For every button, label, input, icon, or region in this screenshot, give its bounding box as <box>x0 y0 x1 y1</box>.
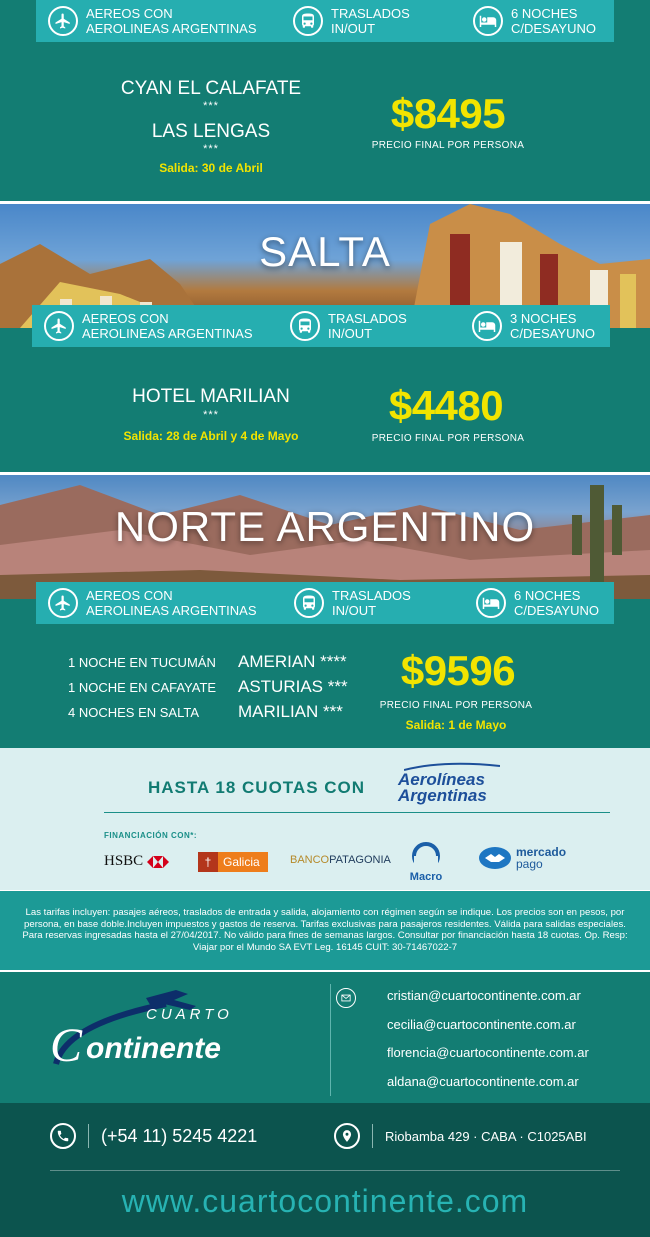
salta-stars: *** <box>203 409 219 421</box>
feature-nights <box>472 305 595 347</box>
aerolineas-logo <box>398 762 500 804</box>
norte-row-hotel: MARILIAN *** <box>238 702 343 721</box>
cuotas-title: HASTA 18 CUOTAS CON <box>148 778 366 797</box>
mp-line2: pago <box>516 857 543 871</box>
salta-features-bar <box>32 305 610 347</box>
norte-row-nights: 1 NOCHE EN CAFAYATE <box>68 680 217 695</box>
galicia-logo <box>198 852 268 872</box>
hsbc-text: HSBC <box>104 853 144 869</box>
feature-transfers-label: TRASLADOS IN/OUT <box>332 588 411 618</box>
mercadopago-logo <box>478 846 566 870</box>
email-link[interactable]: aldana@cuartocontinente.com.ar <box>387 1074 579 1089</box>
feature-transfers <box>293 0 410 42</box>
norte-row-nights: 4 NOCHES EN SALTA <box>68 705 199 720</box>
email-link[interactable]: cristian@cuartocontinente.com.ar <box>387 988 581 1003</box>
phone-separator <box>88 1124 89 1148</box>
bus-icon <box>293 6 323 36</box>
norte-row-hotel: AMERIAN **** <box>238 652 347 671</box>
contact-section <box>0 974 650 1103</box>
location-pin-icon <box>334 1123 360 1149</box>
bed-icon <box>472 311 502 341</box>
norte-hero-image <box>0 475 650 599</box>
bed-icon <box>473 6 503 36</box>
plane-icon <box>48 588 78 618</box>
feature-flights <box>48 582 257 624</box>
norte-title: NORTE ARGENTINO <box>114 503 536 550</box>
calafate-price-note: PRECIO FINAL POR PERSONA <box>371 140 525 151</box>
bus-icon <box>290 311 320 341</box>
norte-features-bar <box>36 582 614 624</box>
feature-nights <box>473 0 596 42</box>
patagonia-text-a: BANCO <box>290 854 330 866</box>
feature-flights <box>48 0 257 42</box>
calafate-features-bar <box>36 0 614 42</box>
envelope-icon <box>336 988 356 1008</box>
feature-flights <box>44 305 253 347</box>
norte-itinerary-row <box>68 677 348 697</box>
feature-nights-label: 6 NOCHES C/DESAYUNO <box>511 6 596 36</box>
aerolineas-line2: Argentinas <box>398 786 487 805</box>
plane-icon <box>48 6 78 36</box>
norte-row-hotel: ASTURIAS *** <box>238 677 348 696</box>
galicia-text: Galicia <box>223 855 260 869</box>
footer-divider <box>50 1170 620 1171</box>
legal-disclaimer: Las tarifas incluyen: pasajes aéreos, traslados de entrada y salida, alojamiento con régimen según se indique. Los precios son en pesos, por persona, en base doble.Incluyen impuestos y gastos de reserva. Tarifas exclusivas para pasajeros residentes. Válida para salidas especiales. Para reservas ingresadas hasta el 27/04/2017. No válido para fines de semanas largos. Consultar por financiación hasta 18 cuotas. Op. Resp: Viajar por el Mundo SA EVT Leg. 16145 CUIT: 30-71467022-7 <box>0 890 650 972</box>
macro-emblem-icon <box>406 842 446 868</box>
bus-icon <box>294 588 324 618</box>
norte-itinerary-row <box>68 702 343 722</box>
brand-c-letter: C <box>50 1019 83 1072</box>
phone-icon <box>50 1123 76 1149</box>
brand-cuarto: CUARTO <box>146 1006 233 1023</box>
feature-transfers <box>290 305 407 347</box>
norte-price: $9596 <box>400 647 516 694</box>
hsbc-hexagon-icon <box>147 856 169 868</box>
feature-nights-label: 6 NOCHES C/DESAYUNO <box>514 588 599 618</box>
feature-nights <box>476 582 599 624</box>
salta-band <box>0 328 650 473</box>
footer <box>0 1103 650 1237</box>
handshake-icon <box>478 846 512 870</box>
address-block <box>334 1123 587 1149</box>
website-link[interactable]: www.cuartocontinente.com <box>121 1183 529 1219</box>
norte-itinerary-row <box>68 652 347 672</box>
calafate-hotel-2: LAS LENGAS <box>151 121 271 142</box>
norte-departure: Salida: 1 de Mayo <box>405 718 507 732</box>
salta-hotel: HOTEL MARILIAN <box>132 386 290 407</box>
mercadopago-text <box>516 846 566 870</box>
email-link[interactable]: cecilia@cuartocontinente.com.ar <box>387 1017 576 1032</box>
phone-number[interactable]: (+54 11) 5245 4221 <box>101 1125 258 1146</box>
financing-label: FINANCIACIÓN CON*: <box>104 831 197 840</box>
calafate-stars-2: *** <box>203 143 219 155</box>
feature-flights-label: AEREOS CON AEROLINEAS ARGENTINAS <box>86 6 257 36</box>
salta-price: $4480 <box>388 382 504 429</box>
contact-divider <box>330 984 331 1096</box>
cuotas-divider <box>104 812 610 813</box>
hsbc-logo <box>104 853 169 870</box>
patagonia-text-b: PATAGONIA <box>329 854 391 866</box>
galicia-emblem-icon: † <box>198 852 218 872</box>
feature-nights-label: 3 NOCHES C/DESAYUNO <box>510 311 595 341</box>
calafate-hotel-1: CYAN EL CALAFATE <box>120 78 302 99</box>
calafate-departure: Salida: 30 de Abril <box>159 161 263 175</box>
aerolineas-line1: Aerolíneas <box>398 770 485 789</box>
salta-price-note: PRECIO FINAL POR PERSONA <box>371 433 525 444</box>
address-separator <box>372 1124 373 1148</box>
norte-row-nights: 1 NOCHE EN TUCUMÁN <box>68 655 216 670</box>
feature-transfers-label: TRASLADOS IN/OUT <box>331 6 410 36</box>
phone-block <box>50 1123 257 1149</box>
plane-icon <box>44 311 74 341</box>
mp-line1: mercado <box>516 845 567 859</box>
macro-text: Macro <box>409 871 443 883</box>
address-text: Riobamba 429 · CABA · C1025ABI <box>385 1128 587 1144</box>
brand-logo <box>46 984 276 1084</box>
feature-transfers-label: TRASLADOS IN/OUT <box>328 311 407 341</box>
salta-title: SALTA <box>259 228 391 275</box>
feature-flights-label: AEREOS CON AEROLINEAS ARGENTINAS <box>86 588 257 618</box>
feature-transfers <box>294 582 411 624</box>
bed-icon <box>476 588 506 618</box>
brand-continente: ontinente <box>86 1032 221 1065</box>
calafate-stars-1: *** <box>203 100 219 112</box>
financing-panel <box>0 748 650 890</box>
salta-departure: Salida: 28 de Abril y 4 de Mayo <box>123 429 299 443</box>
patagonia-logo <box>290 854 391 866</box>
email-link[interactable]: florencia@cuartocontinente.com.ar <box>387 1045 589 1060</box>
calafate-price: $8495 <box>390 90 506 137</box>
feature-flights-label: AEREOS CON AEROLINEAS ARGENTINAS <box>82 311 253 341</box>
macro-logo <box>404 842 448 883</box>
norte-price-note: PRECIO FINAL POR PERSONA <box>379 700 533 711</box>
